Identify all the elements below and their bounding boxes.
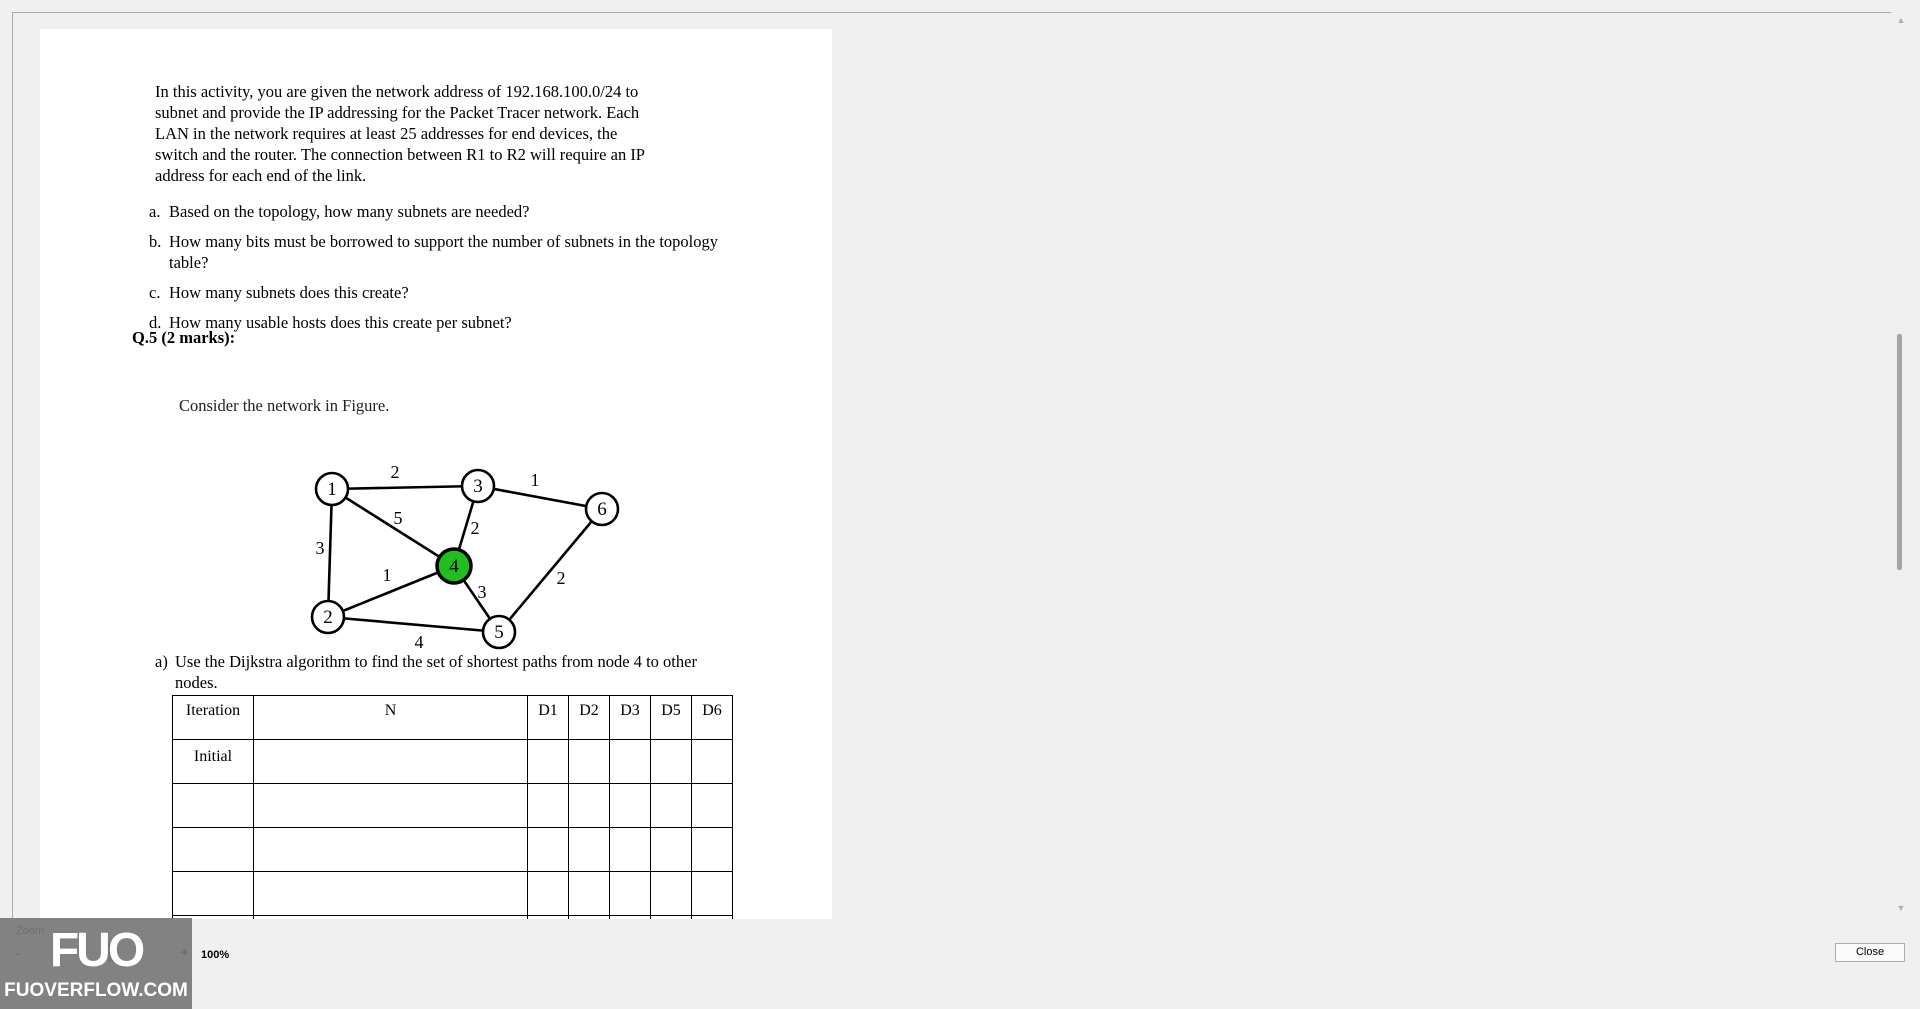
table-cell xyxy=(692,828,733,872)
table-cell xyxy=(173,828,254,872)
zoom-value: 100% xyxy=(201,949,230,961)
table-cell xyxy=(569,784,610,828)
table-header-row xyxy=(173,696,733,740)
watermark-mark: FUO xyxy=(49,924,143,977)
header-iteration: Iteration xyxy=(173,696,254,740)
graph-edge-6-5 xyxy=(499,509,602,632)
header-d3: D3 xyxy=(610,696,651,740)
watermark-logo xyxy=(0,918,192,1009)
graph-edge-3-6 xyxy=(478,486,602,509)
graph-edge-1-3 xyxy=(332,486,478,489)
edge-weight-label: 5 xyxy=(393,508,403,528)
header-n: N xyxy=(254,696,528,740)
edge-weight-label: 2 xyxy=(470,518,480,538)
dijkstra-table xyxy=(172,695,733,931)
edge-weight-label: 3 xyxy=(477,582,487,602)
table-cell-initial: Initial xyxy=(173,740,254,784)
graph-edge-2-5 xyxy=(328,617,499,632)
table-cell xyxy=(651,740,692,784)
dijkstra-text: Use the Dijkstra algorithm to find the set of shortest paths from node 4 to other nodes. xyxy=(175,652,697,692)
table-cell xyxy=(528,828,569,872)
edge-weight-label: 1 xyxy=(530,470,540,490)
scroll-thumb[interactable] xyxy=(1897,334,1902,570)
header-d5: D5 xyxy=(651,696,692,740)
table-cell xyxy=(692,740,733,784)
edge-weight-label: 1 xyxy=(382,565,392,585)
scroll-up-icon[interactable]: ▲ xyxy=(1896,15,1906,25)
q5-heading: Q.5 (2 marks): xyxy=(132,328,236,347)
table-row xyxy=(173,784,733,828)
bottom-toolbar xyxy=(0,919,1920,1009)
table-row xyxy=(173,828,733,872)
graph-edge-1-2 xyxy=(328,489,332,617)
graph-node-label: 3 xyxy=(473,476,483,497)
table-cell xyxy=(254,784,528,828)
question-text: How many bits must be borrowed to support the number of subnets in the topology table? xyxy=(169,232,719,272)
table-cell xyxy=(651,784,692,828)
question-label: d. xyxy=(149,313,162,332)
question-text: Based on the topology, how many subnets are needed? xyxy=(169,202,530,221)
table-cell xyxy=(569,828,610,872)
edge-weight-label: 3 xyxy=(315,538,325,558)
edge-weight-label: 4 xyxy=(414,632,424,652)
header-d2: D2 xyxy=(569,696,610,740)
graph-node-label: 6 xyxy=(597,499,607,520)
table-cell xyxy=(651,872,692,916)
document-viewport[interactable] xyxy=(12,12,1891,918)
table-cell xyxy=(569,740,610,784)
table-cell xyxy=(692,872,733,916)
question-label: c. xyxy=(149,283,161,302)
table-cell xyxy=(692,784,733,828)
table-cell xyxy=(254,828,528,872)
table-cell xyxy=(610,784,651,828)
vertical-scrollbar[interactable] xyxy=(1893,12,1909,918)
table-cell xyxy=(651,828,692,872)
table-cell xyxy=(173,784,254,828)
table-cell xyxy=(173,872,254,916)
table-cell xyxy=(610,740,651,784)
intro-paragraph: In this activity, you are given the network address of 192.168.100.0/24 to subnet and provide the IP addressing for the Packet Tracer network. Each LAN in the network requires at least 25 addresses for end devices, the switch and the router. The connection between R1 to R2 will require an IP address for each end of the link. xyxy=(155,82,645,185)
scroll-down-icon[interactable]: ▼ xyxy=(1896,903,1906,913)
document-page xyxy=(40,29,832,931)
question-text: How many usable hosts does this create per subnet? xyxy=(169,313,512,332)
table-cell xyxy=(528,872,569,916)
graph-node-label: 5 xyxy=(494,622,504,643)
graph-node-label: 1 xyxy=(327,479,337,500)
consider-text: Consider the network in Figure. xyxy=(179,396,390,415)
question-text: How many subnets does this create? xyxy=(169,283,409,302)
table-cell xyxy=(528,740,569,784)
graph-node-label: 4 xyxy=(449,556,459,577)
network-graph xyxy=(280,446,640,656)
table-cell xyxy=(569,872,610,916)
edge-weight-label: 2 xyxy=(556,568,566,588)
watermark-text: FUOVERFLOW.COM xyxy=(4,980,188,1001)
table-cell xyxy=(610,828,651,872)
header-d1: D1 xyxy=(528,696,569,740)
table-cell xyxy=(254,872,528,916)
question-label: b. xyxy=(149,232,162,251)
header-d6: D6 xyxy=(692,696,733,740)
table-cell xyxy=(528,784,569,828)
table-cell xyxy=(610,872,651,916)
table-cell xyxy=(254,740,528,784)
dijkstra-label: a) xyxy=(155,652,168,671)
close-button[interactable]: Close xyxy=(1835,943,1905,962)
edge-weight-label: 2 xyxy=(390,462,400,482)
table-row xyxy=(173,872,733,916)
table-row xyxy=(173,740,733,784)
graph-node-label: 2 xyxy=(323,607,333,628)
question-label: a. xyxy=(149,202,161,221)
